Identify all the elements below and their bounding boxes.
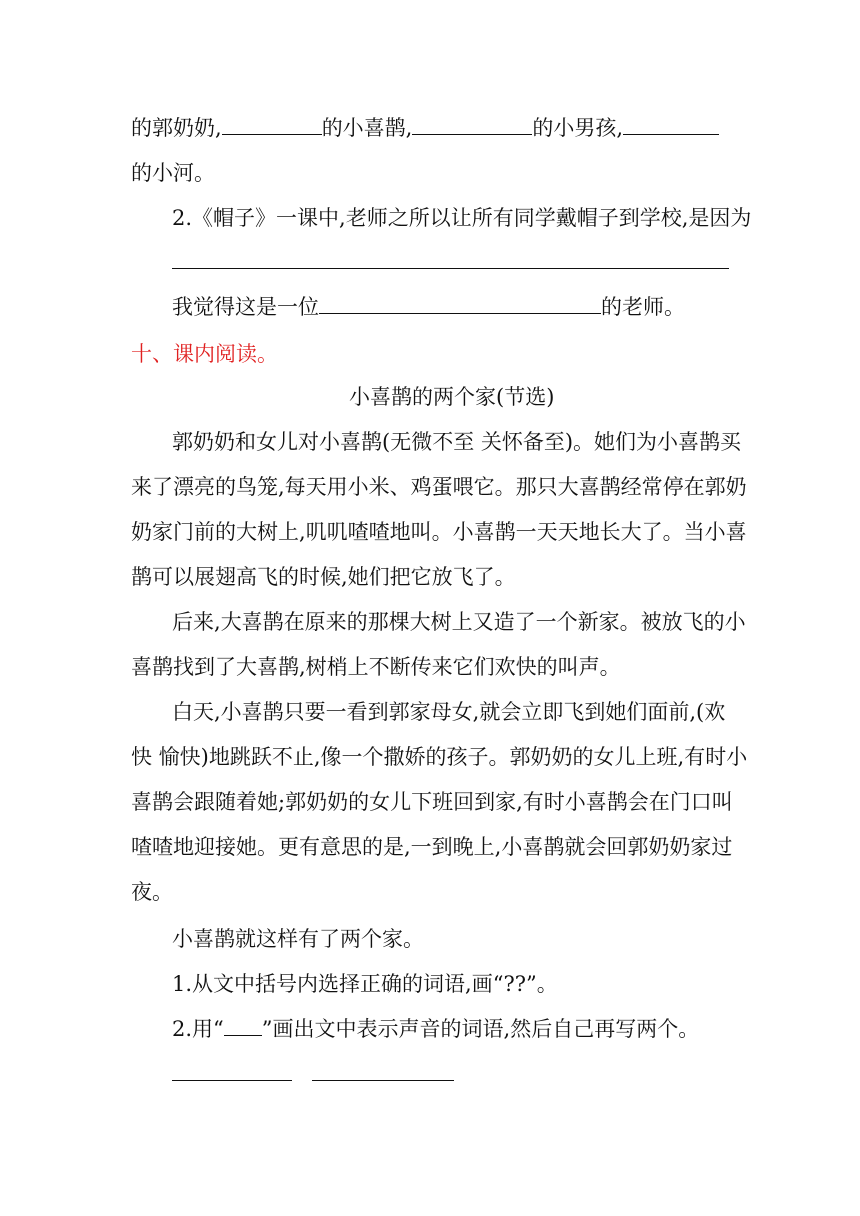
paragraph-line: 后来,大喜鹊在原来的那棵大树上又造了一个新家。被放飞的小 (172, 610, 746, 634)
paragraph-line: 郭奶奶和女儿对小喜鹊(无微不至 关怀备至)。她们为小喜鹊买 (172, 430, 742, 454)
text-segment: 2.用“ (172, 1017, 224, 1041)
answer-line[interactable] (312, 1080, 454, 1081)
text-segment: 的老师。 (601, 295, 685, 319)
paragraph-line: 快 愉快)地跳跃不止,像一个撒娇的孩子。郭奶奶的女儿上班,有时小 (131, 745, 748, 769)
question-1-text: 1.从文中括号内选择正确的词语,画“??”。 (172, 972, 558, 996)
question-2-answer-line (172, 297, 685, 318)
paragraph-line: 小喜鹊就这样有了两个家。 (172, 927, 424, 951)
paragraph-line: 白天,小喜鹊只要一看到郭家母女,就会立即飞到她们面前,(欢 (172, 700, 726, 724)
section-heading: 十、课内阅读。 (131, 342, 278, 366)
answer-blank[interactable] (623, 133, 719, 135)
paragraph-line: 来了漂亮的鸟笼,每天用小米、鸡蛋喂它。那只大喜鹊经常停在郭奶 (131, 475, 747, 499)
text-segment: ”画出文中表示声音的词语,然后自己再写两个。 (261, 1017, 700, 1041)
text-segment: 我觉得这是一位 (172, 295, 319, 319)
paragraph-line: 喜鹊找到了大喜鹊,树梢上不断传来它们欢快的叫声。 (131, 655, 621, 679)
passage-title: 小喜鹊的两个家(节选) (349, 385, 555, 409)
question-2-text (172, 1019, 699, 1040)
answer-line[interactable] (172, 1080, 292, 1081)
fill-blank-line-2: 的小河。 (131, 161, 215, 185)
paragraph-line: 鹊可以展翅高飞的时候,她们把它放飞了。 (131, 565, 516, 589)
text-segment: 的小喜鹊, (321, 116, 413, 140)
text-segment: 的小男孩, (532, 116, 624, 140)
text-segment: 的郭奶奶, (131, 116, 222, 140)
answer-blank[interactable] (412, 133, 532, 135)
underline-sample (224, 1034, 262, 1036)
answer-blank[interactable] (222, 133, 322, 135)
question-2-text: 2.《帽子》一课中,老师之所以让所有同学戴帽子到学校,是因为 (172, 206, 752, 230)
paragraph-line: 奶家门前的大树上,叽叽喳喳地叫。小喜鹊一天天地长大了。当小喜 (131, 520, 747, 544)
answer-blank[interactable] (319, 312, 601, 314)
paragraph-line: 夜。 (131, 880, 173, 904)
answer-line[interactable] (172, 268, 729, 269)
paragraph-line: 喳喳地迎接她。更有意思的是,一到晚上,小喜鹊就会回郭奶奶家过 (131, 835, 733, 859)
paragraph-line: 喜鹊会跟随着她;郭奶奶的女儿下班回到家,有时小喜鹊会在门口叫 (131, 790, 733, 814)
fill-blank-line-1 (131, 118, 719, 139)
